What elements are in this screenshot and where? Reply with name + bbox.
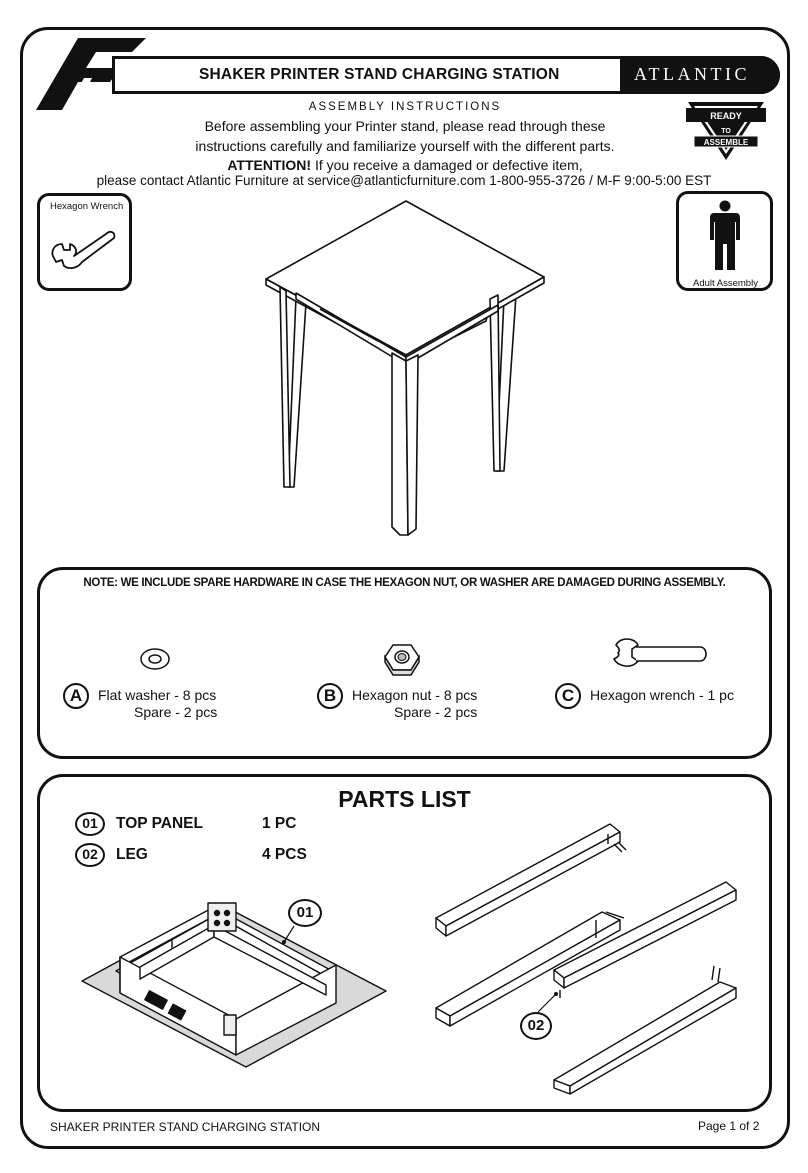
part-number-02: 02: [75, 843, 105, 867]
badge-to: TO: [721, 128, 731, 135]
callout-01-leader: [280, 924, 300, 946]
adult-assembly-label: Adult Assembly: [693, 278, 758, 289]
brand-name: ATLANTIC: [634, 64, 750, 84]
top-panel-illustration: [80, 895, 390, 1071]
hex-wrench-label: Hexagon wrench - 1 pc: [590, 687, 734, 703]
badge-assemble: ASSEMBLE: [703, 138, 749, 147]
brand-box: [620, 56, 780, 94]
attention-label: ATTENTION!: [227, 157, 312, 173]
footer-title: SHAKER PRINTER STAND CHARGING STATION: [50, 1120, 321, 1134]
callout-01: 01: [288, 899, 322, 927]
badge-ready: READY: [710, 111, 742, 121]
attention-text: If you receive a damaged or defective item,: [311, 157, 583, 173]
part-qty-top-panel: 1 PC: [262, 815, 297, 832]
part-number-01: 01: [75, 812, 105, 836]
parts-list-title: PARTS LIST: [338, 786, 471, 812]
intro-line-2: instructions carefully and familiarize yourself with the different parts.: [195, 138, 615, 154]
washer-label: Flat washer - 8 pcs: [98, 687, 217, 703]
hardware-note: NOTE: WE INCLUDE SPARE HARDWARE IN CASE THE HEXAGON NUT, OR WASHER ARE DAMAGED DURING ASSEMBLY.: [83, 577, 726, 589]
nut-spare: Spare - 2 pcs: [394, 704, 478, 720]
flat-washer-icon: [139, 646, 171, 672]
printer-stand-illustration: [260, 195, 550, 537]
nut-label: Hexagon nut - 8 pcs: [352, 687, 478, 703]
callout-02-leader: [536, 990, 562, 1016]
contact-line: please contact Atlantic Furniture at service@atlanticfurniture.com 1-800-955-3726 / M-F 9:00-5:00 EST: [96, 173, 712, 188]
hexagon-wrench-label: Hexagon Wrench: [50, 201, 124, 212]
part-qty-leg: 4 PCS: [262, 846, 307, 863]
person-icon: [708, 200, 742, 272]
hardware-letter-a: A: [63, 683, 89, 709]
product-title: SHAKER PRINTER STAND CHARGING STATION: [199, 66, 560, 83]
page-number: Page 1 of 2: [698, 1119, 760, 1133]
title-bar: [112, 56, 780, 94]
hardware-letter-c: C: [555, 683, 581, 709]
part-name-leg: LEG: [116, 846, 148, 863]
washer-spare: Spare - 2 pcs: [134, 704, 218, 720]
wrench-icon: [48, 220, 120, 276]
hexagon-nut-icon: [383, 642, 421, 678]
hexagon-wrench-icon: [610, 635, 710, 675]
callout-02: 02: [520, 1012, 552, 1040]
hardware-letter-b: B: [317, 683, 343, 709]
part-name-top-panel: TOP PANEL: [116, 815, 203, 832]
intro-line-1: Before assembling your Printer stand, please read through these: [204, 118, 606, 134]
ready-to-assemble-badge: [686, 100, 766, 162]
assembly-instructions-heading: ASSEMBLY INSTRUCTIONS: [308, 101, 502, 113]
legs-illustration: [430, 818, 750, 1094]
